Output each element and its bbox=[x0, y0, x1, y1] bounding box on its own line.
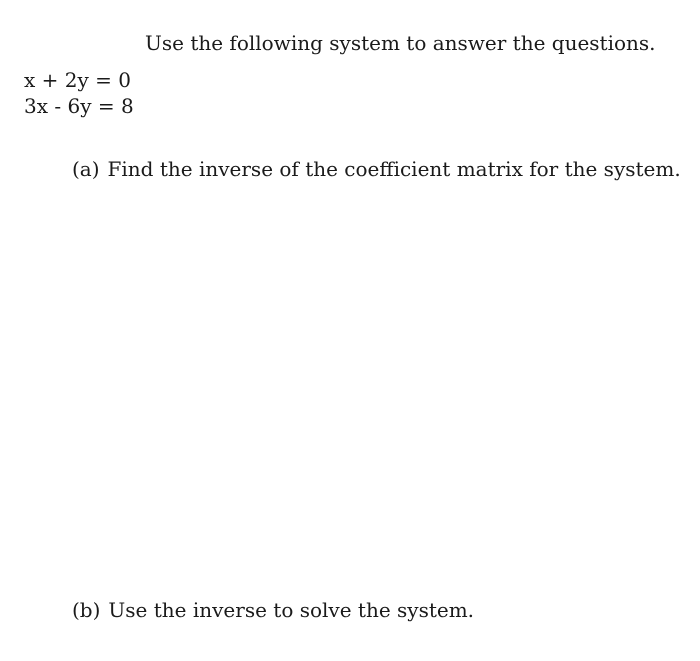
part-a-label: (a) bbox=[72, 157, 100, 181]
part-a-text: Find the inverse of the coefficient matrix for the system. bbox=[107, 157, 681, 181]
equation-system bbox=[24, 67, 134, 119]
instruction-text: Use the following system to answer the questions. bbox=[145, 31, 656, 55]
question-part-a bbox=[72, 157, 681, 181]
part-b-text: Use the inverse to solve the system. bbox=[108, 598, 475, 622]
equation-2: 3x - 6y = 8 bbox=[24, 94, 134, 118]
equation-1: x + 2y = 0 bbox=[24, 68, 131, 92]
answer-space-a bbox=[72, 195, 672, 585]
part-b-label: (b) bbox=[72, 598, 101, 622]
question-part-b bbox=[72, 598, 474, 622]
